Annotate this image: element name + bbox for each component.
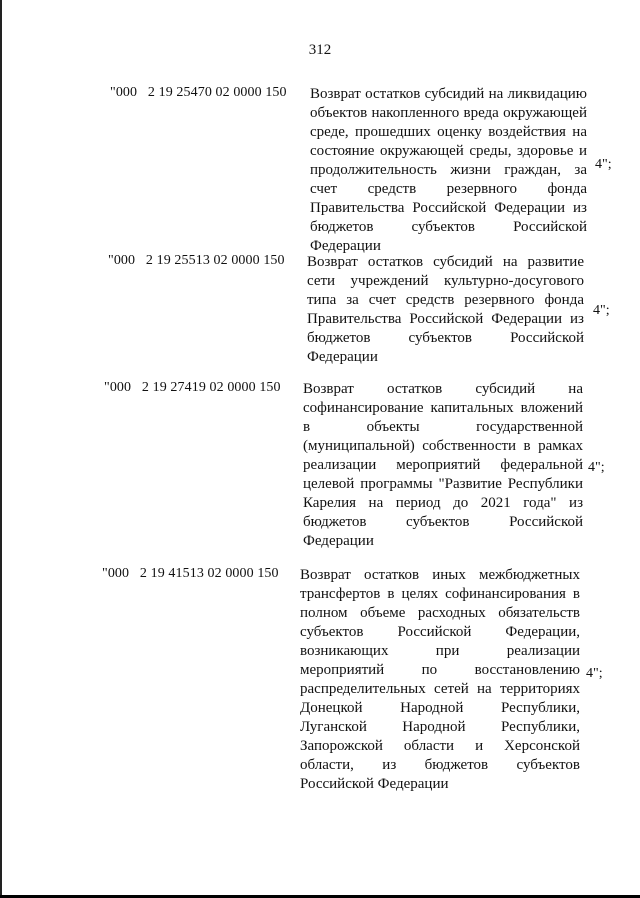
entry-suffix: 4"; bbox=[595, 157, 612, 172]
entry-code: "000 2 19 27419 02 0000 150 bbox=[104, 380, 281, 395]
entry-code: "000 2 19 25470 02 0000 150 bbox=[110, 85, 287, 100]
page-number: 312 bbox=[308, 42, 332, 58]
entry-suffix: 4"; bbox=[586, 666, 603, 681]
entry-description: Возврат остатков субсидий на софинансирование капитальных вложений в объекты государственной (муниципальной) собственности в рамках реализации мероприятий федеральной целевой программы "Развитие Республики Карелия на период до 2021 года" из бюджетов субъектов Российской Федерации bbox=[303, 381, 583, 549]
entry-code: "000 2 19 25513 02 0000 150 bbox=[108, 253, 285, 268]
entry-description: Возврат остатков субсидий на ликвидацию объектов накопленного вреда окружающей среде, прошедших оценку воздействия на состояние окружающей среды, здоровье и продолжительность жизни граждан, за счет средств резервного фонда Правительства Российской Федерации из бюджетов субъектов Российской Федерации bbox=[310, 86, 587, 254]
entry-description: Возврат остатков иных межбюджетных трансфертов в целях софинансирования в полном объеме расходных обязательств субъектов Российской Федерации, возникающих при реализации мероприятий по восстановлению распределительных сетей на территориях Донецкой Народной Республики, Луганской Народной Республики, Запорожской области и Херсонской области, из бюджетов субъектов Российской Федерации bbox=[300, 567, 580, 792]
entry-description: Возврат остатков субсидий на развитие сети учреждений культурно-досугового типа за счет средств резервного фонда Правительства Российской Федерации из бюджетов субъектов Российской Федерации bbox=[307, 254, 584, 365]
entry-code: "000 2 19 41513 02 0000 150 bbox=[102, 566, 279, 581]
entry-suffix: 4"; bbox=[588, 460, 605, 475]
scan-left-edge bbox=[0, 0, 2, 898]
entry-suffix: 4"; bbox=[593, 303, 610, 318]
